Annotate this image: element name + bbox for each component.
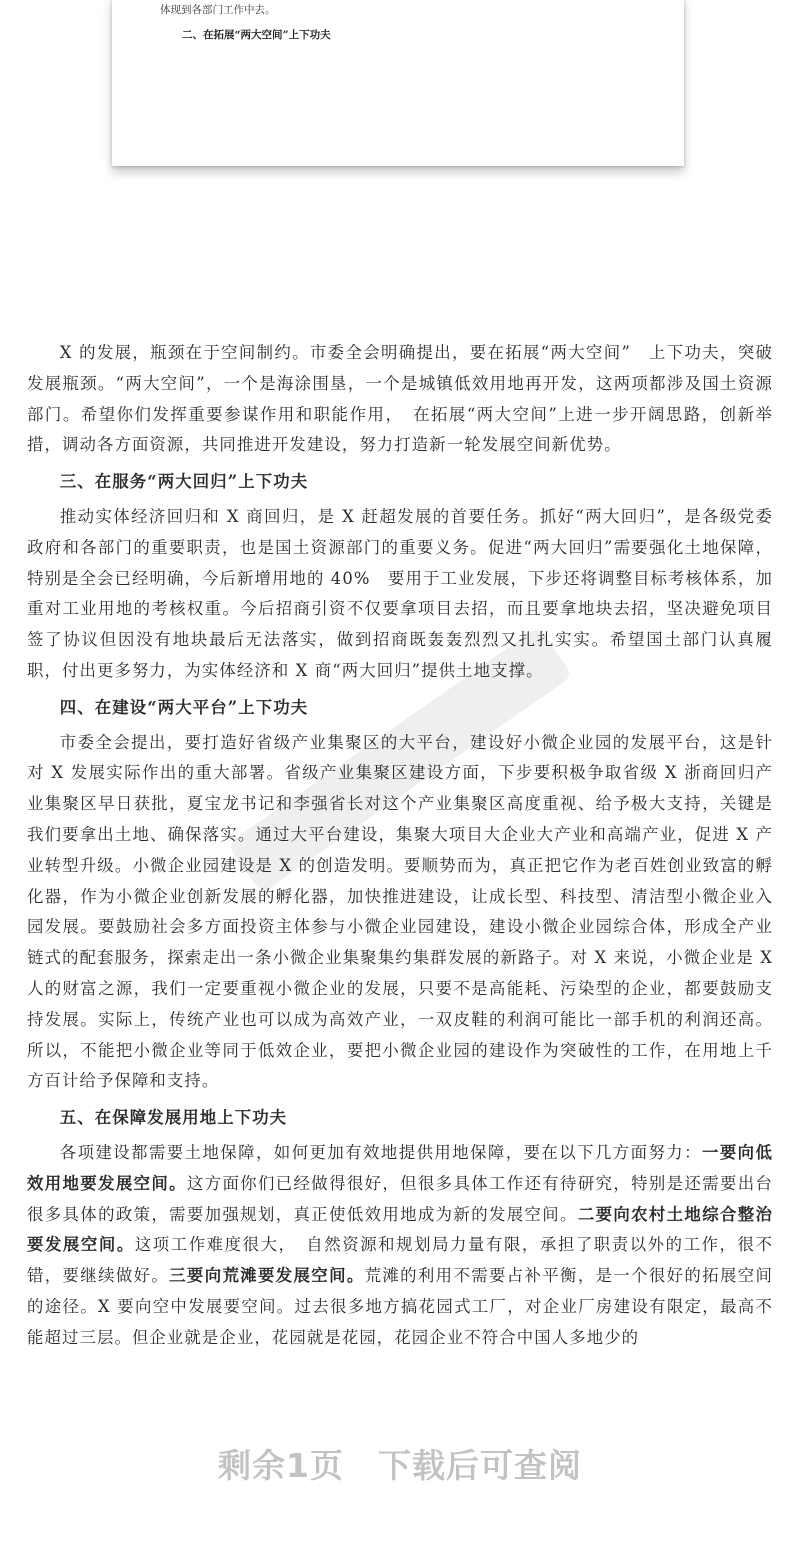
section-heading-4: 四、在建设“两大平台”上下功夫 <box>59 697 309 717</box>
page-preview-card <box>112 0 684 166</box>
preview-text-line: 体现到各部门工作中去。 <box>160 4 276 16</box>
emphasis-point-1: 一要向低效用地要发展空间。 <box>27 1142 773 1193</box>
text-segment: 这项工作难度很大， 自然资源和规划局力量有限，承担了职责以外的工作，很不错，要继续做好。 <box>27 1235 773 1286</box>
emphasis-point-3: 三要向荒滩要发展空间。 <box>169 1266 365 1286</box>
section-heading-5: 五、在保障发展用地上下功夫 <box>59 1108 288 1128</box>
section-heading-3: 三、在服务“两大回归”上下功夫 <box>59 472 309 492</box>
text-segment: 荒滩的利用不需要占补平衡，是一个很好的拓展空间的途径。X 要向空中发展要空间。过去很多地方搞花园式工厂，对企业厂房建设有限定，最高不能超过三层。但企业就是企业，花园就是花园，花园企业不符合中国人多地少的 <box>27 1266 773 1347</box>
paragraph-platform: 市委全会提出，要打造好省级产业集聚区的大平台，建设好小微企业园的发展平台，这是针对 X 发展实际作出的重大部署。省级产业集聚区建设方面，下步要积极争取省级 X 浙商回归产业集聚区早日获批，夏宝龙书记和李强省长对这个产业集聚区高度重视、给予极大支持，关键是我们要拿出土地、确保落实。通过大平台建设，集聚大项目大企业大产业和高端产业，促进 X 产业转型升级。小微企业园建设是 X 的创造发明。要顺势而为，真正把它作为老百姓创业致富的孵化器，作为小微企业创新发展的孵化器，加快推进建设，让成长型、科技型、清洁型小微企业入园发展。要鼓励社会多方面投资主体参与小微企业园建设，建设小微企业园综合体，形成全产业链式的配套服务，探索走出一条小微企业集聚集约集群发展的新路子。对 X 来说，小微企业是 X 人的财富之源，我们一定要重视小微企业的发展，只要不是高能耗、污染型的企业，都要鼓励支持发展。实际上，传统产业也可以成为高效产业，一双皮鞋的利润可能比一部手机的利润还高。所以，不能把小微企业等同于低效企业，要把小微企业园的建设作为突破性的工作，在用地上千方百计给予保障和支持。 <box>27 732 773 1091</box>
text-segment: 这方面你们已经做得很好，但很多具体工作还有待研究，特别是还需要出台很多具体的政策，需要加强规划，真正使低效用地成为新的发展空间。 <box>27 1173 773 1224</box>
remaining-pages-notice[interactable]: 剩余1页 下载后可查阅 <box>218 1446 582 1485</box>
paragraph-return: 推动实体经济回归和 X 商回归，是 X 赶超发展的首要任务。抓好“两大回归”，是各级党委政府和各部门的重要职责，也是国土资源部门的重要义务。促进“两大回归”需要强化土地保障，特别是全会已经明确，今后新增用地的 40% 要用于工业发展，下步还将调整目标考核体系，加重对工业用地的考核权重。今后招商引资不仅要拿项目去招，而且要拿地块去招，坚决避免项目签了协议但因没有地块最后无法落实，做到招商既轰轰烈烈又扎扎实实。希望国土部门认真履职，付出更多努力，为实体经济和 X 商“两大回归”提供土地支撑。 <box>27 506 773 680</box>
text-segment: 各项建设都需要土地保障，如何更加有效地提供用地保障，要在以下几方面努力： <box>59 1142 702 1162</box>
paragraph-land-use <box>27 1138 773 1354</box>
preview-section-heading: 二、在拓展“两大空间”上下功夫 <box>182 29 331 41</box>
emphasis-point-2: 二要向农村土地综合整治要发展空间。 <box>27 1204 773 1255</box>
paragraph-space: X 的发展，瓶颈在于空间制约。市委全会明确提出，要在拓展“两大空间” 上下功夫，突破发展瓶颈。“两大空间”，一个是海涂围垦，一个是城镇低效用地再开发，这两项都涉及国土资源部门。希望你们发挥重要参谋作用和职能作用， 在拓展“两大空间”上进一步开阔思路，创新举措，调动各方面资源，共同推进开发建设，努力打造新一轮发展空间新优势。 <box>27 343 773 455</box>
document-body <box>27 338 773 1354</box>
